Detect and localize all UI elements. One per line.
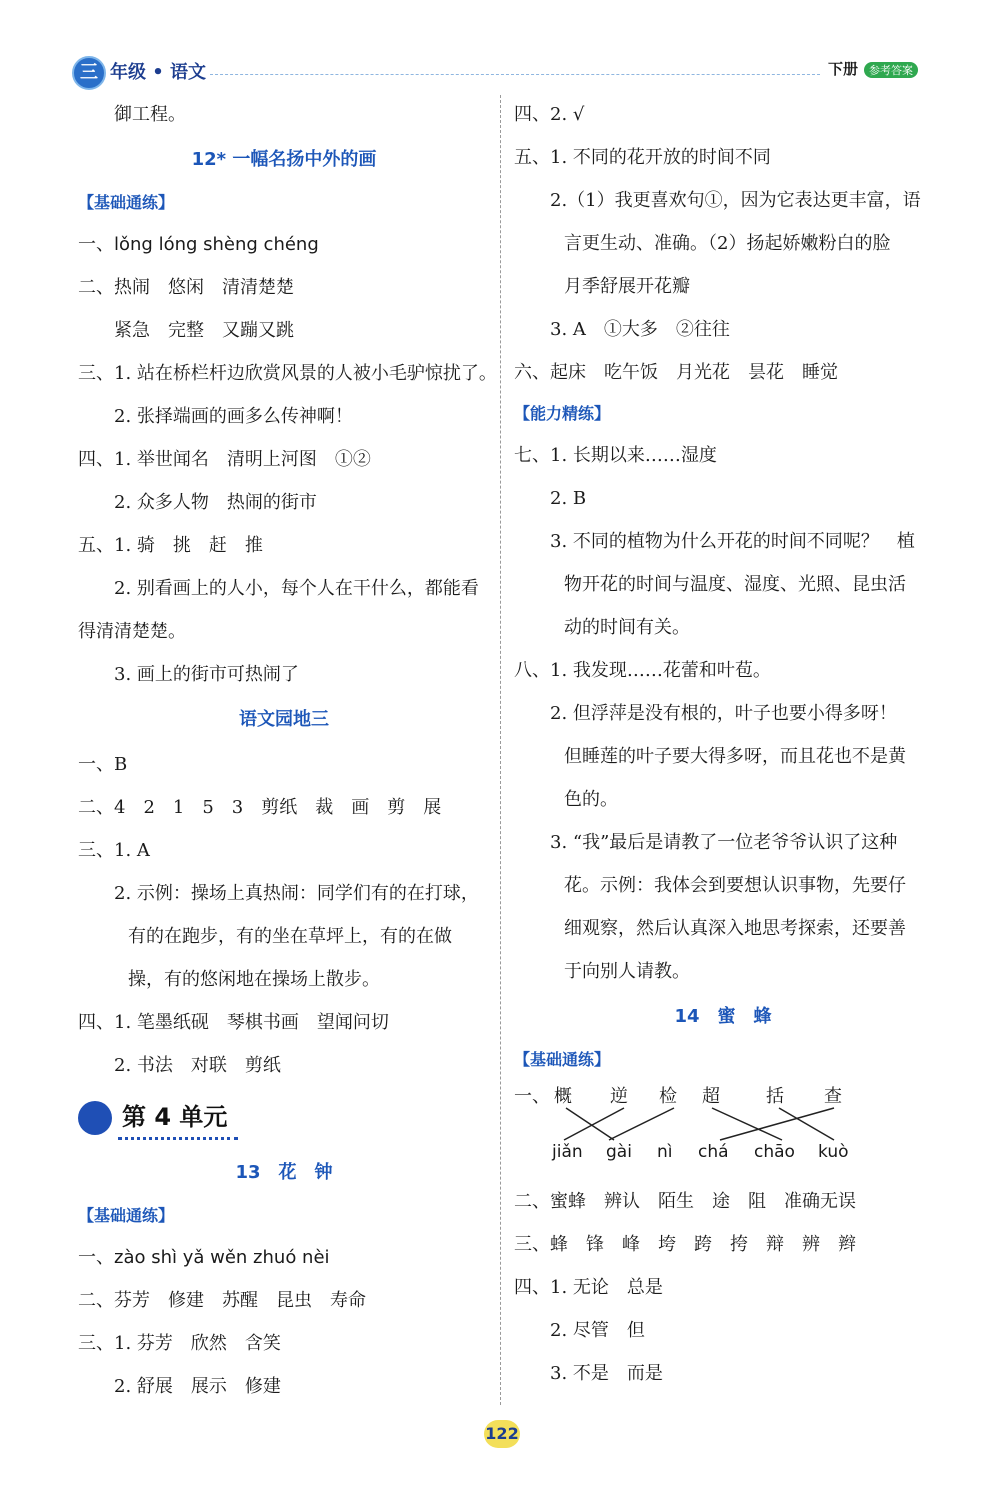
answer-line: 四、1. 举世闻名 清明上河图 ①② — [78, 449, 371, 470]
answer-line: 花。示例：我体会到要想认识事物，先要仔 — [564, 875, 906, 896]
lesson-13-title: 13 花 钟 — [235, 1162, 333, 1183]
lesson-13-section-tag: 【基础通练】 — [78, 1206, 175, 1225]
answer-line: 2. 尽管 但 — [550, 1320, 645, 1341]
match-char: 括 — [766, 1086, 784, 1107]
match-label: 一、 — [514, 1086, 550, 1107]
match-pinyin: gài — [606, 1142, 632, 1162]
answer-key-badge: 参考答案 — [864, 62, 918, 78]
answer-line: 八、1. 我发现……花蕾和叶苞。 — [514, 660, 771, 681]
answer-line: 得清清楚楚。 — [78, 621, 186, 642]
page-header — [0, 0, 1000, 100]
answer-line: 二、热闹 悠闲 清清楚楚 — [78, 277, 294, 298]
answer-line: 2. 张择端画的画多么传神啊！ — [114, 406, 353, 427]
answer-line: 一、lǒng lóng shèng chéng — [78, 234, 319, 255]
answer-line: 二、4 2 1 5 3 剪纸 裁 画 剪 展 — [78, 797, 442, 818]
answer-line: 2.（1）我更喜欢句①，因为它表达更丰富，语 — [550, 190, 921, 211]
match-char: 查 — [824, 1086, 842, 1107]
answer-line: 2. 示例：操场上真热闹：同学们有的在打球， — [114, 883, 479, 904]
answer-line: 四、1. 笔墨纸砚 琴棋书画 望闻问切 — [78, 1012, 389, 1033]
answer-line: 操，有的悠闲地在操场上散步。 — [128, 969, 380, 990]
match-pinyin: nì — [657, 1142, 673, 1162]
answer-line: 言更生动、准确。（2）扬起娇嫩粉白的脸 — [564, 233, 891, 254]
ability-section-tag: 【能力精练】 — [514, 404, 611, 423]
answer-line: 色的。 — [564, 789, 618, 810]
header-subject: 年级 • 语文 — [110, 62, 207, 83]
answer-line: 二、蜜蜂 辨认 陌生 途 阻 准确无误 — [514, 1191, 856, 1212]
answer-line: 细观察，然后认真深入地思考探索，还要善 — [564, 918, 906, 939]
answer-line: 3. 不同的植物为什么开花的时间不同呢？ 植 — [550, 531, 915, 552]
lesson-12-section-tag: 【基础通练】 — [78, 193, 175, 212]
match-char: 逆 — [610, 1086, 628, 1107]
match-pinyin: chāo — [754, 1142, 795, 1162]
answer-line: 有的在跑步，有的坐在草坪上，有的在做 — [128, 926, 452, 947]
answer-line: 2. 众多人物 热闹的街市 — [114, 492, 317, 513]
match-pinyin: kuò — [818, 1142, 849, 1162]
answer-line: 2. 舒展 展示 修建 — [114, 1376, 281, 1397]
answer-line: 2. 但浮萍是没有根的，叶子也要小得多呀！ — [550, 703, 897, 724]
column-divider — [500, 95, 501, 1405]
language-garden-title: 语文园地三 — [239, 709, 329, 730]
matching-lines — [514, 1080, 932, 1180]
answer-line: 一、zào shì yǎ wěn zhuó nèi — [78, 1247, 330, 1268]
header-volume: 下册 — [828, 60, 859, 78]
answer-line: 一、B — [78, 754, 128, 775]
right-column — [514, 93, 932, 1395]
answer-line: 但睡莲的叶子要大得多呀，而且花也不是黄 — [564, 746, 906, 767]
left-column — [78, 93, 497, 1408]
answer-line: 2. B — [550, 488, 587, 509]
answer-line: 三、1. 芬芳 欣然 含笑 — [78, 1333, 281, 1354]
answer-line: 二、芬芳 修建 苏醒 昆虫 寿命 — [78, 1290, 366, 1311]
answer-line: 3. A ①大多 ②往往 — [550, 319, 730, 340]
unit-title: 第 4 单元 — [122, 1103, 228, 1131]
answer-line: 2. 书法 对联 剪纸 — [114, 1055, 281, 1076]
grade-badge: 三 — [72, 56, 106, 90]
answer-line: 四、2. √ — [514, 104, 585, 125]
answer-line: 于向别人请教。 — [564, 961, 690, 982]
match-char: 检 — [659, 1086, 677, 1107]
unit-dot-icon — [78, 1101, 112, 1135]
lesson-12-title: 12* 一幅名扬中外的画 — [191, 149, 377, 170]
answer-line: 五、1. 骑 挑 赶 推 — [78, 535, 263, 556]
answer-line: 四、1. 无论 总是 — [514, 1277, 663, 1298]
answer-line: 3. 画上的街市可热闹了 — [114, 664, 299, 685]
answer-line: 2. 别看画上的人小，每个人在干什么，都能看 — [114, 578, 479, 599]
answer-line: 紧急 完整 又蹦又跳 — [114, 320, 294, 341]
answer-line: 月季舒展开花瓣 — [564, 276, 690, 297]
answer-line: 三、1. A — [78, 840, 150, 861]
match-pinyin: chá — [698, 1142, 729, 1162]
answer-line: 七、1. 长期以来……湿度 — [514, 445, 717, 466]
answer-line: 动的时间有关。 — [564, 617, 690, 638]
answer-line: 3. “我”最后是请教了一位老爷爷认识了这种 — [550, 832, 898, 853]
match-char: 超 — [702, 1086, 720, 1107]
answer-line: 物开花的时间与温度、湿度、光照、昆虫活 — [564, 574, 906, 595]
header-divider — [210, 74, 820, 75]
lesson-14-title: 14 蜜 蜂 — [674, 1006, 772, 1027]
matching-exercise — [514, 1080, 932, 1180]
unit-underline — [118, 1137, 238, 1140]
carry-over-line: 御工程。 — [114, 104, 186, 125]
page-number: 122 — [484, 1420, 520, 1448]
answer-line: 3. 不是 而是 — [550, 1363, 663, 1384]
answer-line: 六、起床 吃午饭 月光花 昙花 睡觉 — [514, 362, 838, 383]
answer-line: 三、1. 站在桥栏杆边欣赏风景的人被小毛驴惊扰了。 — [78, 363, 497, 384]
answer-line: 五、1. 不同的花开放的时间不同 — [514, 147, 771, 168]
match-pinyin: jiǎn — [552, 1142, 583, 1162]
lesson-14-section-tag: 【基础通练】 — [514, 1050, 611, 1069]
answer-line: 三、蜂 锋 峰 垮 跨 挎 辩 辨 辫 — [514, 1234, 856, 1255]
unit-heading — [78, 1087, 490, 1149]
match-char: 概 — [554, 1086, 572, 1107]
